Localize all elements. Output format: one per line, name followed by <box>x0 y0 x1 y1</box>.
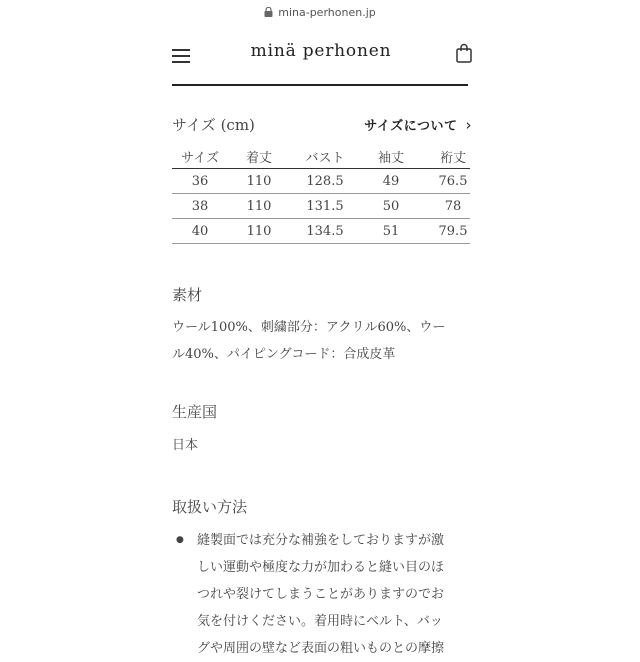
size-title: サイズ (cm) <box>172 116 255 134</box>
table-row <box>172 194 470 219</box>
table-row <box>172 219 470 244</box>
origin-text: 日本 <box>172 438 199 453</box>
column-header: サイズ <box>181 150 219 166</box>
material-line: ウール100%、刺繍部分：アクリル60%、ウー <box>172 320 446 335</box>
care-line: つれや裂けてしまうことがありますのでお <box>197 587 445 602</box>
table-cell: 51 <box>382 223 400 239</box>
url-text: mina-perhonen.jp <box>278 5 376 19</box>
chevron-right-icon: › <box>465 116 472 134</box>
site-header <box>158 28 484 84</box>
origin-title: 生産国 <box>172 403 218 421</box>
size-guide-link[interactable] <box>364 115 472 134</box>
table-cell: 38 <box>191 198 209 214</box>
table-cell: 128.5 <box>306 173 344 189</box>
table-cell: 134.5 <box>306 223 344 239</box>
header-divider <box>172 84 468 86</box>
size-table <box>172 144 470 244</box>
table-cell: 76.5 <box>438 173 468 189</box>
material-line: ル40%、パイピングコード：合成皮革 <box>172 347 396 362</box>
table-cell: 49 <box>382 173 400 189</box>
lock-icon <box>264 7 273 17</box>
column-header: 裄丈 <box>439 150 466 166</box>
care-line: しい運動や極度な力が加わると縫い目のほ <box>197 560 445 575</box>
care-line: 気を付けください。着用時にベルト、バッ <box>197 614 443 629</box>
site-logo[interactable]: minä perhonen <box>250 41 392 61</box>
table-cell: 78 <box>444 198 462 214</box>
care-line: ● 縫製面では充分な補強をしておりますが激 <box>197 533 445 548</box>
table-header-row <box>172 144 470 169</box>
care-title: 取扱い方法 <box>172 498 248 516</box>
table-cell: 110 <box>246 223 272 239</box>
shopping-bag-icon[interactable] <box>456 43 472 63</box>
size-guide-label: サイズについて <box>364 119 458 134</box>
table-cell: 79.5 <box>438 223 468 239</box>
list-item <box>172 527 472 662</box>
column-header: バスト <box>305 150 345 166</box>
material-title: 素材 <box>172 286 203 304</box>
size-table-container[interactable] <box>172 144 470 244</box>
url-bar[interactable] <box>0 0 640 24</box>
care-line: グや周囲の壁など表面の粗いものとの摩擦 <box>197 641 445 656</box>
table-cell: 110 <box>246 198 272 214</box>
table-cell: 50 <box>382 198 400 214</box>
material-text <box>172 314 472 368</box>
table-cell: 131.5 <box>306 198 344 214</box>
column-header: 着丈 <box>245 150 272 166</box>
table-cell: 36 <box>191 173 209 189</box>
column-header: 袖丈 <box>377 150 404 166</box>
care-list <box>172 527 472 662</box>
table-row <box>172 169 470 194</box>
size-section-header <box>172 114 472 136</box>
table-cell: 40 <box>191 223 209 239</box>
table-cell: 110 <box>246 173 272 189</box>
